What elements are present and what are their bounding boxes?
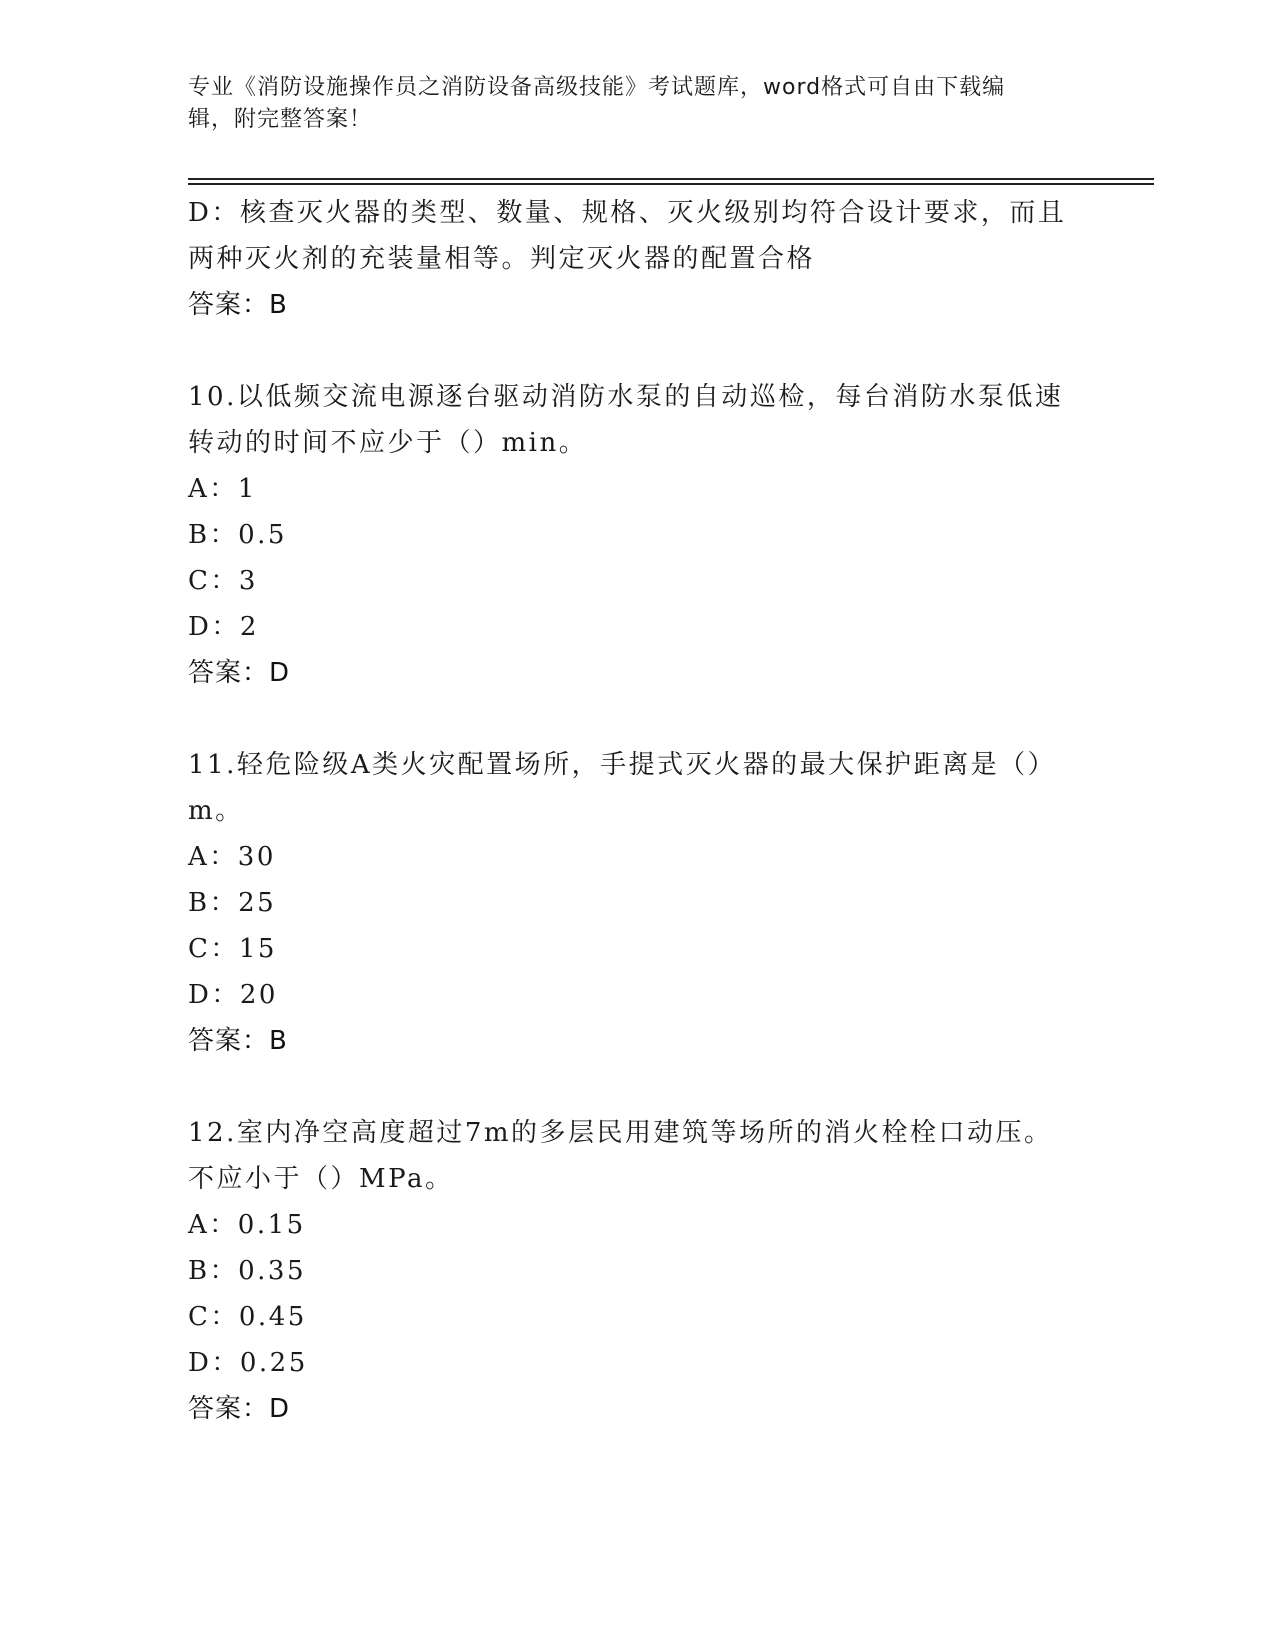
header-line-1: 专业《消防设施操作员之消防设备高级技能》考试题库，word格式可自由下载编	[188, 75, 1006, 100]
answer-label: 答案：B	[188, 290, 288, 320]
option-a: A：0.15	[188, 1210, 306, 1240]
option-c: C：0.45	[188, 1302, 307, 1332]
spacer	[188, 1064, 1078, 1110]
question-stem-line-1: 12.室内净空高度超过7m的多层民用建筑等场所的消火栓栓口动压。	[188, 1118, 1053, 1148]
option-a: A：1	[188, 474, 257, 504]
question-10	[188, 374, 1078, 696]
question-stem-line-2: m。	[188, 796, 244, 826]
question-stem-line-1: 11.轻危险级A类火灾配置场所，手提式灭火器的最大保护距离是（）	[188, 750, 1057, 780]
header-divider-top	[188, 178, 1154, 180]
option-c: C：3	[188, 566, 258, 596]
question-11	[188, 742, 1078, 1064]
question-stem-line-1: 10.以低频交流电源逐台驱动消防水泵的自动巡检，每台消防水泵低速	[188, 382, 1064, 412]
header-divider-bottom	[188, 183, 1154, 185]
spacer	[188, 328, 1078, 374]
option-b: B：0.5	[188, 520, 287, 550]
option-b: B：0.35	[188, 1256, 306, 1286]
option-d: D：0.25	[188, 1348, 308, 1378]
document-body	[188, 190, 1078, 1432]
question-stem-line-2: 不应小于（）MPa。	[188, 1164, 454, 1194]
question-stem-line-2: 转动的时间不应少于（）min。	[188, 428, 588, 458]
option-d-line-1: D：核查灭火器的类型、数量、规格、灭火级别均符合设计要求，而且	[188, 198, 1067, 228]
option-d: D：2	[188, 612, 259, 642]
document-header	[188, 72, 1088, 136]
option-a: A：30	[188, 842, 276, 872]
option-d: D：20	[188, 980, 278, 1010]
spacer	[188, 696, 1078, 742]
question-12	[188, 1110, 1078, 1432]
option-d-line-2: 两种灭火剂的充装量相等。判定灭火器的配置合格	[188, 244, 816, 274]
option-c: C：15	[188, 934, 277, 964]
option-b: B：25	[188, 888, 277, 918]
header-line-2: 辑，附完整答案！	[188, 107, 373, 132]
answer-label: 答案：B	[188, 1026, 288, 1056]
previous-question-tail	[188, 190, 1078, 328]
answer-label: 答案：D	[188, 1394, 291, 1424]
answer-label: 答案：D	[188, 658, 291, 688]
